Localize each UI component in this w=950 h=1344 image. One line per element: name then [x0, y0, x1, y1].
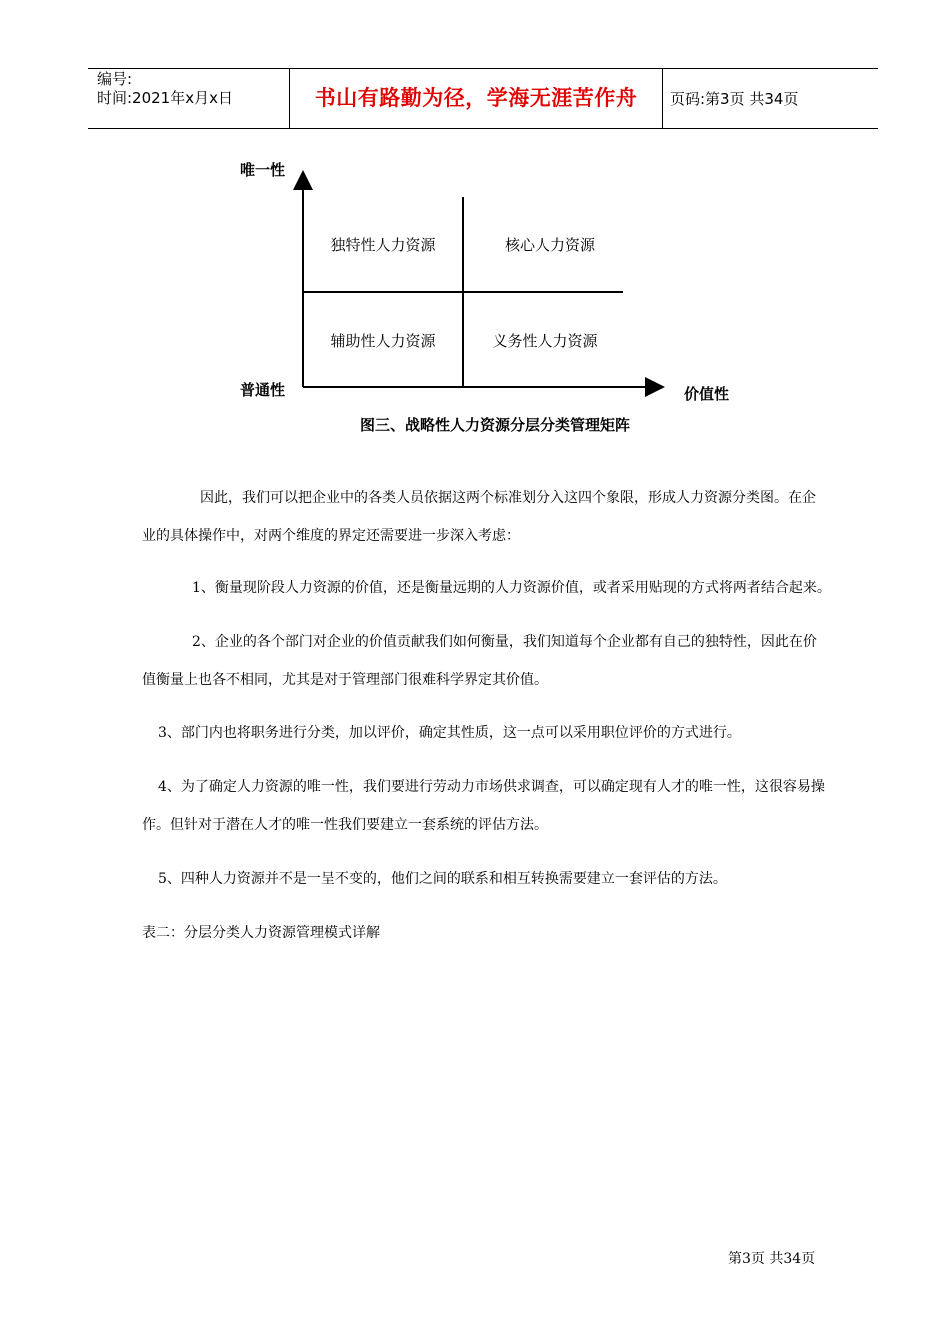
list-item-2-line-1: 2、企业的各个部门对企业的价值贡献我们如何衡量，我们知道每个企业都有自己的独特性，因此在价	[192, 634, 817, 650]
x-axis-label: 价值性	[684, 385, 730, 403]
list-item-4-line-1: 4、为了确定人力资源的唯一性，我们要进行劳动力市场供求调查，可以确定现有人才的唯一性，这很容易操	[158, 779, 825, 795]
header-motto: 书山有路勤为径，学海无涯苦作舟	[314, 86, 638, 110]
table-title: 表二：分层分类人力资源管理模式详解	[142, 925, 380, 941]
paragraph-1-line-2: 业的具体操作中，对两个维度的界定还需要进一步深入考虑：	[142, 528, 520, 544]
header-time: 时间:2021年x月x日	[97, 89, 233, 107]
header-page: 页码:第3页 共34页	[670, 90, 799, 108]
header-divider-right	[662, 68, 663, 129]
y-axis-top-label: 唯一性	[240, 161, 286, 179]
list-item-5: 5、四种人力资源并不是一呈不变的，他们之间的联系和相互转换需要建立一套评估的方法。	[158, 871, 727, 887]
list-item-3: 3、部门内也将职务进行分类，加以评价，确定其性质，这一点可以采用职位评价的方式进行。	[158, 725, 741, 741]
diagram-caption: 图三、战略性人力资源分层分类管理矩阵	[360, 416, 631, 434]
header-bottom-rule	[88, 128, 878, 129]
list-item-4-line-2: 作。但针对于潜在人才的唯一性我们要建立一套系统的评估方法。	[142, 817, 548, 833]
paragraph-1-line-1: 因此，我们可以把企业中的各类人员依据这两个标准划分入这四个象限，形成人力资源分类图。在企	[200, 490, 816, 506]
list-item-1: 1、衡量现阶段人力资源的价值，还是衡量远期的人力资源价值，或者采用贴现的方式将两者结合起来。	[192, 580, 831, 596]
quadrant-bottom-right: 义务性人力资源	[492, 332, 598, 350]
list-item-2-line-2: 值衡量上也各不相同，尤其是对于管理部门很难科学界定其价值。	[142, 672, 548, 688]
header-top-rule	[88, 68, 878, 69]
header-meta	[97, 70, 233, 108]
y-axis-bottom-label: 普通性	[240, 381, 286, 399]
quadrant-bottom-left: 辅助性人力资源	[330, 332, 436, 350]
hr-matrix-diagram	[230, 150, 750, 450]
header-number: 编号:	[97, 70, 133, 88]
footer-page-number: 第3页 共34页	[728, 1251, 816, 1267]
quadrant-top-right: 核心人力资源	[504, 236, 596, 254]
quadrant-top-left: 独特性人力资源	[330, 236, 436, 254]
